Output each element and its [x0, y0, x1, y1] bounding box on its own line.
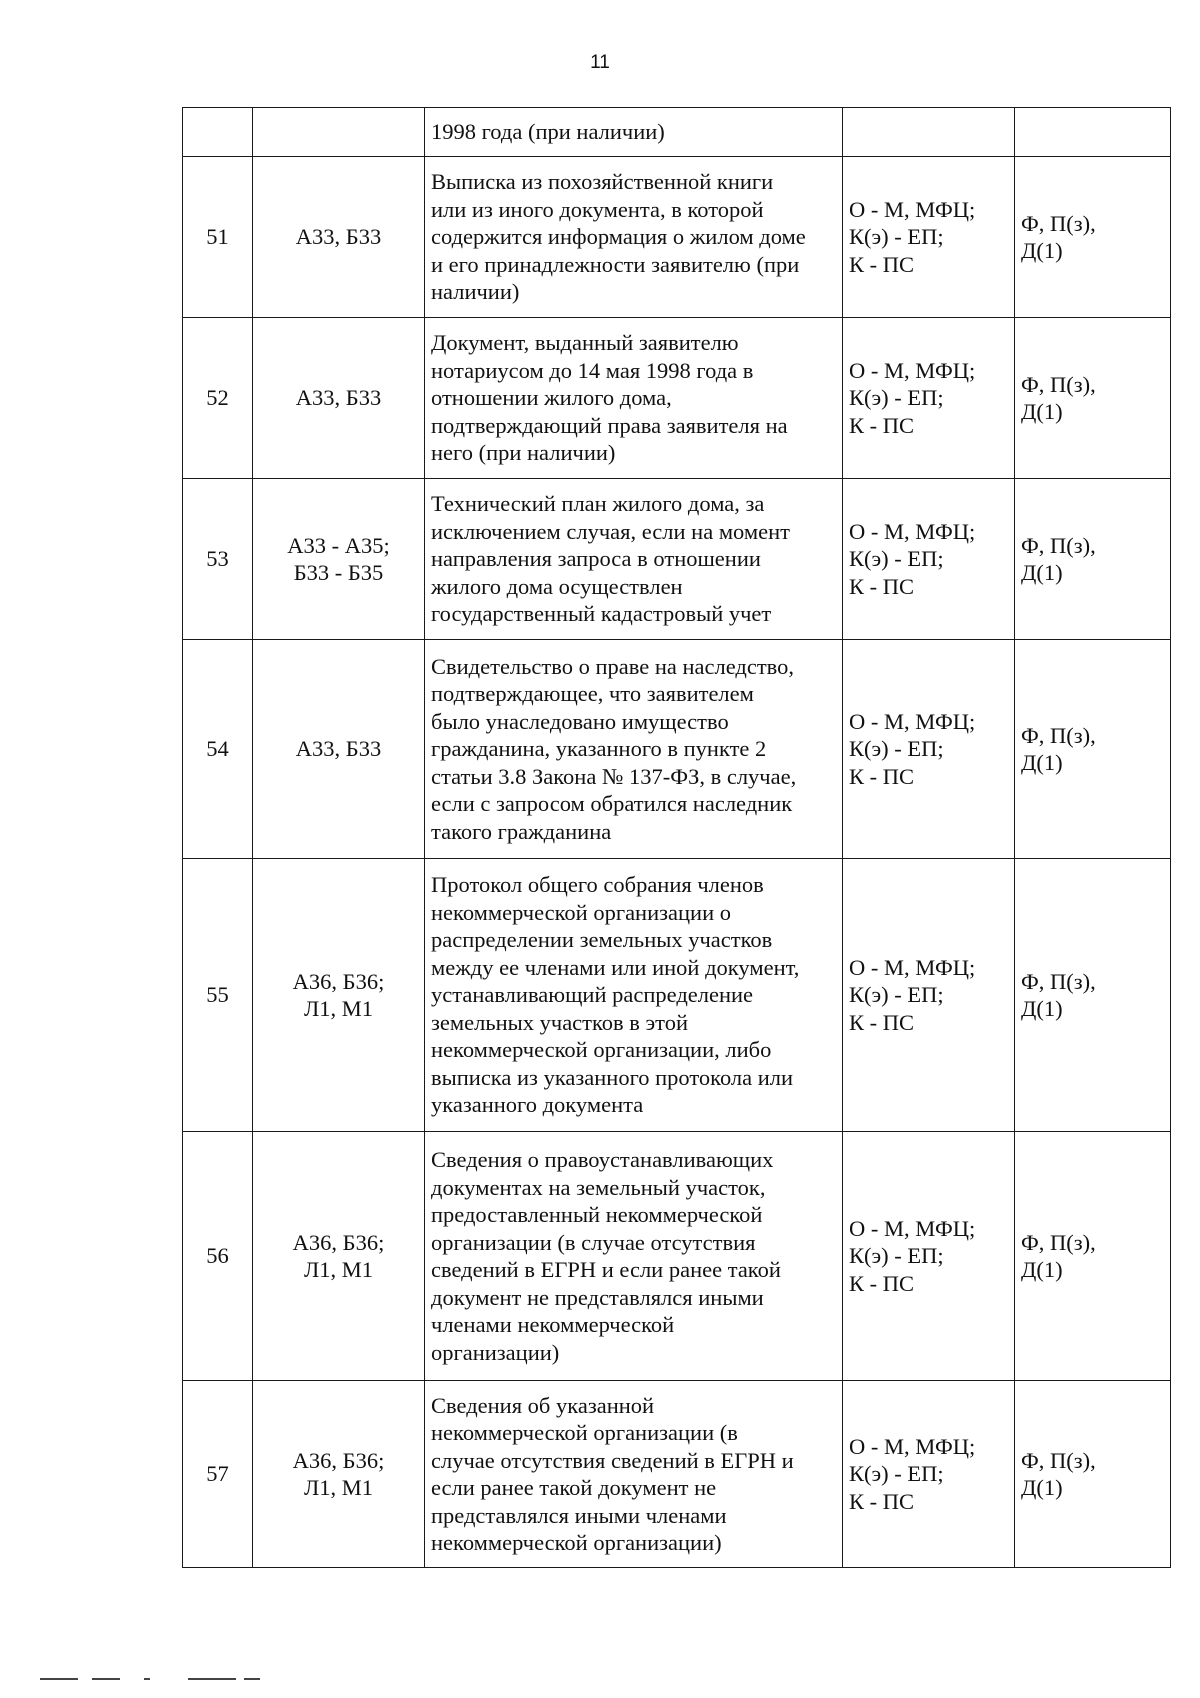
document-text-line: Выписка из похозяйственной книги — [431, 169, 774, 195]
code-text-line: А33, Б33 — [295, 385, 382, 411]
document-text-line: членами некоммерческой — [431, 1312, 675, 1337]
scan-mark — [188, 1678, 236, 1680]
document-text-line: и его принадлежности заявителю (при — [431, 251, 800, 277]
row-form-cell — [1015, 479, 1171, 640]
source-text-line: К - ПС — [849, 763, 915, 789]
document-text-line: 1998 года (при наличии) — [431, 119, 665, 145]
table-row — [183, 640, 1171, 859]
row-source-cell — [843, 108, 1015, 157]
document-text-line: распределении земельных участков — [431, 927, 773, 953]
document-text-line: выписка из указанного протокола или — [431, 1064, 794, 1090]
source-text-line: О - М, МФЦ; — [849, 1433, 976, 1459]
row-form-cell — [1015, 108, 1171, 157]
document-text-line: гражданина, указанного в пункте 2 — [431, 736, 767, 762]
row-source-cell — [843, 479, 1015, 640]
row-source-cell — [843, 1381, 1015, 1568]
row-form-cell — [1015, 1381, 1171, 1568]
row-source-cell — [843, 859, 1015, 1132]
form-text-line: Д(1) — [1021, 560, 1063, 585]
table-row — [183, 157, 1171, 318]
row-form-cell — [1015, 859, 1171, 1132]
form-text-line: Ф, П(з), — [1021, 210, 1096, 236]
code-text-line: А36, Б36; — [292, 1229, 385, 1255]
source-text-line: О - М, МФЦ; — [849, 357, 976, 383]
row-form-cell — [1015, 318, 1171, 479]
row-number-cell: 51 — [183, 157, 253, 318]
document-text-line: сведений в ЕГРН и если ранее такой — [431, 1257, 781, 1282]
form-text-line: Д(1) — [1021, 399, 1063, 424]
document-text-line: него (при наличии) — [431, 440, 616, 466]
document-text-line: случае отсутствия сведений в ЕГРН и — [431, 1447, 794, 1473]
scan-mark — [92, 1678, 120, 1680]
document-text-line: отношении жилого дома, — [431, 385, 672, 411]
form-text-line: Ф, П(з), — [1021, 371, 1096, 397]
document-text-line: подтверждающий права заявителя на — [431, 412, 788, 438]
document-text-line: Документ, выданный заявителю — [431, 330, 739, 356]
table-row — [183, 859, 1171, 1132]
table-row-continuation — [183, 108, 1171, 157]
document-text-line: было унаследовано имущество — [431, 708, 729, 734]
document-text-line: некоммерческой организации (в — [431, 1420, 738, 1445]
source-text-line: К(э) - ЕП; — [849, 546, 944, 572]
document-text-line: документ не представлялся иными — [431, 1284, 764, 1310]
code-text-line: А33, Б33 — [295, 736, 382, 762]
document-text-line: подтверждающее, что заявителем — [431, 681, 754, 707]
table-row — [183, 1132, 1171, 1381]
row-number-cell — [183, 108, 253, 157]
document-text-line: представлялся иными членами — [431, 1502, 727, 1528]
row-document-cell — [425, 479, 843, 640]
form-text-line: Ф, П(з), — [1021, 1447, 1096, 1473]
document-text-line: организации (в случае отсутствия — [431, 1229, 756, 1255]
document-text-line: исключением случая, если на момент — [431, 518, 790, 544]
scan-mark — [40, 1678, 78, 1680]
source-text-line: К(э) - ЕП; — [849, 982, 944, 1008]
scan-artifact-marks — [40, 1678, 300, 1682]
form-text-line: Ф, П(з), — [1021, 722, 1096, 748]
document-text-line: устанавливающий распределение — [431, 982, 754, 1008]
row-source-cell — [843, 318, 1015, 479]
row-code-cell — [253, 157, 425, 318]
row-source-cell — [843, 640, 1015, 859]
source-text-line: О - М, МФЦ; — [849, 954, 976, 980]
row-document-cell — [425, 859, 843, 1132]
document-text-line: если с запросом обратился наследник — [431, 791, 793, 817]
source-text-line: К(э) - ЕП; — [849, 224, 944, 250]
row-number-cell: 53 — [183, 479, 253, 640]
source-text-line: К - ПС — [849, 412, 915, 438]
row-source-cell — [843, 1132, 1015, 1381]
source-text-line: К - ПС — [849, 1009, 915, 1035]
document-text-line: Свидетельство о праве на наследство, — [431, 653, 795, 679]
row-code-cell — [253, 859, 425, 1132]
document-text-line: земельных участков в этой — [431, 1009, 689, 1035]
document-text-line: статьи 3.8 Закона № 137-ФЗ, в случае, — [431, 763, 797, 789]
code-text-line: Л1, М1 — [303, 1475, 374, 1500]
document-text-line: направления запроса в отношении — [431, 546, 761, 572]
page-number: 11 — [590, 52, 610, 73]
form-text-line: Д(1) — [1021, 996, 1063, 1021]
source-text-line: К(э) - ЕП; — [849, 1243, 944, 1269]
row-document-cell — [425, 640, 843, 859]
form-text-line: Ф, П(з), — [1021, 532, 1096, 558]
code-text-line: Л1, М1 — [303, 996, 374, 1021]
row-number-cell: 56 — [183, 1132, 253, 1381]
code-text-line: А33, Б33 — [295, 224, 382, 250]
row-code-cell — [253, 1381, 425, 1568]
source-text-line: О - М, МФЦ; — [849, 518, 976, 544]
document-text-line: Протокол общего собрания членов — [431, 872, 764, 898]
document-text-line: Сведения о правоустанавливающих — [431, 1147, 774, 1172]
document-text-line: или из иного документа, в которой — [431, 196, 764, 222]
row-number-cell: 57 — [183, 1381, 253, 1568]
document-text-line: если ранее такой документ не — [431, 1475, 717, 1500]
document-text-line: некоммерческой организации, либо — [431, 1037, 772, 1063]
row-source-cell — [843, 157, 1015, 318]
source-text-line: К - ПС — [849, 1488, 915, 1514]
form-text-line: Ф, П(з), — [1021, 968, 1096, 994]
document-text-line: предоставленный некоммерческой — [431, 1202, 763, 1227]
form-text-line: Д(1) — [1021, 750, 1063, 775]
row-code-cell — [253, 640, 425, 859]
document-text-line: нотариусом до 14 мая 1998 года в — [431, 357, 754, 383]
document-text-line: содержится информация о жилом доме — [431, 224, 806, 250]
row-document-cell — [425, 108, 843, 157]
form-text-line: Д(1) — [1021, 238, 1063, 263]
source-text-line: К(э) - ЕП; — [849, 736, 944, 762]
row-code-cell — [253, 1132, 425, 1381]
row-document-cell — [425, 1381, 843, 1568]
code-text-line: Л1, М1 — [303, 1257, 374, 1282]
document-text-line: государственный кадастровый учет — [431, 601, 772, 627]
scan-mark — [244, 1678, 260, 1680]
source-text-line: О - М, МФЦ; — [849, 196, 976, 222]
table-row — [183, 1381, 1171, 1568]
scan-mark — [144, 1678, 150, 1680]
row-code-cell — [253, 479, 425, 640]
form-text-line: Д(1) — [1021, 1257, 1063, 1282]
row-code-cell — [253, 108, 425, 157]
code-text-line: Б33 - Б35 — [293, 560, 384, 585]
document-text-line: между ее членами или иной документ, — [431, 954, 800, 980]
code-text-line: А36, Б36; — [292, 1447, 385, 1473]
source-text-line: О - М, МФЦ; — [849, 708, 976, 734]
form-text-line: Ф, П(з), — [1021, 1229, 1096, 1255]
form-text-line: Д(1) — [1021, 1475, 1063, 1500]
row-document-cell — [425, 318, 843, 479]
source-text-line: О - М, МФЦ; — [849, 1215, 976, 1241]
document-text-line: документах на земельный участок, — [431, 1174, 766, 1200]
table-row — [183, 318, 1171, 479]
source-text-line: К(э) - ЕП; — [849, 1461, 944, 1487]
source-text-line: К - ПС — [849, 1270, 915, 1296]
document-text-line: указанного документа — [431, 1092, 644, 1118]
document-text-line: Сведения об указанной — [431, 1392, 655, 1418]
code-text-line: А33 - А35; — [287, 532, 390, 558]
row-number-cell: 54 — [183, 640, 253, 859]
row-document-cell — [425, 1132, 843, 1381]
document-text-line: жилого дома осуществлен — [431, 573, 683, 599]
document-text-line: некоммерческой организации) — [431, 1530, 722, 1555]
document-text-line: наличии) — [431, 279, 520, 305]
document-text-line: организации) — [431, 1339, 560, 1365]
document-text-line: Технический план жилого дома, за — [431, 491, 765, 517]
row-form-cell — [1015, 157, 1171, 318]
document-text-line: некоммерческой организации о — [431, 899, 732, 925]
table-row — [183, 479, 1171, 640]
source-text-line: К - ПС — [849, 573, 915, 599]
code-text-line: А36, Б36; — [292, 968, 385, 994]
document-text-line: такого гражданина — [431, 818, 612, 844]
row-form-cell — [1015, 640, 1171, 859]
source-text-line: К(э) - ЕП; — [849, 385, 944, 411]
row-form-cell — [1015, 1132, 1171, 1381]
row-number-cell: 52 — [183, 318, 253, 479]
row-code-cell — [253, 318, 425, 479]
documents-table — [182, 107, 1171, 1568]
row-number-cell: 55 — [183, 859, 253, 1132]
row-document-cell — [425, 157, 843, 318]
source-text-line: К - ПС — [849, 251, 915, 277]
